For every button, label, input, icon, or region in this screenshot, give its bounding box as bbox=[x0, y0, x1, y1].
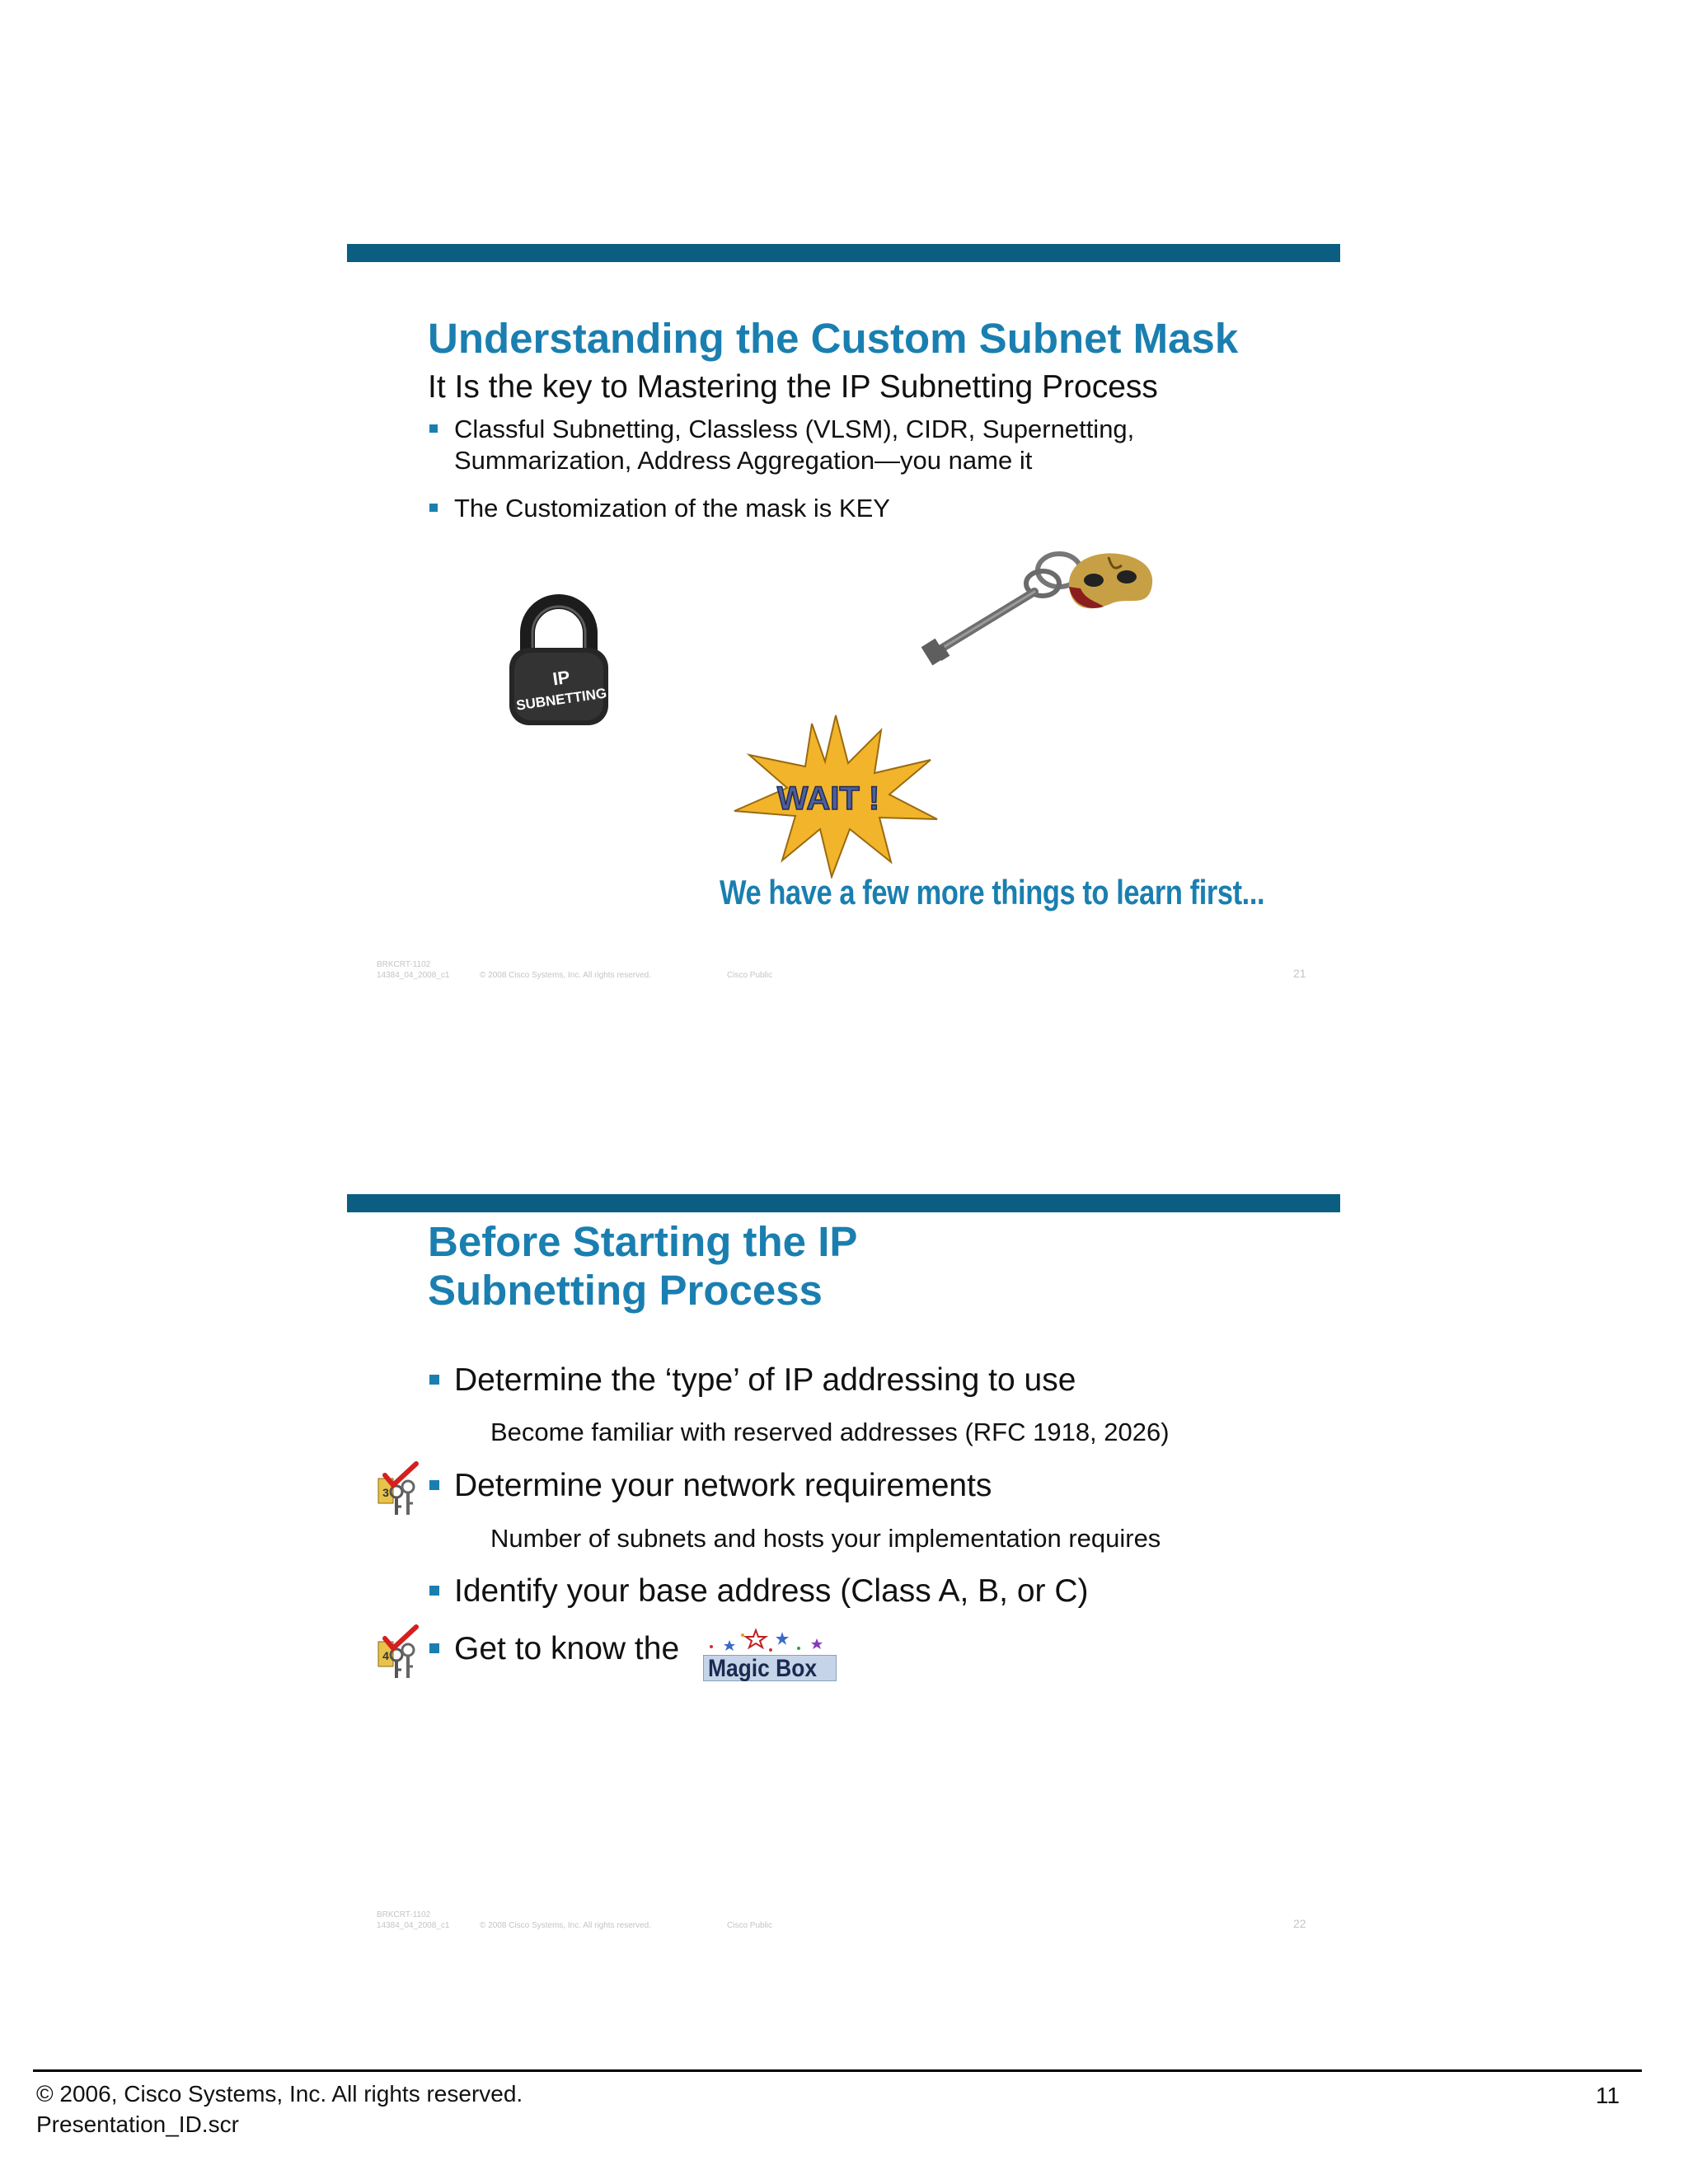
key-checkmark-icon bbox=[377, 1460, 421, 1518]
padlock-label-ip: IP bbox=[551, 666, 571, 690]
magic-box-label: Magic Box bbox=[708, 1655, 818, 1682]
svg-text:3: 3 bbox=[382, 1486, 389, 1499]
bullet-item bbox=[429, 1467, 992, 1505]
slide-header-bar bbox=[347, 244, 1340, 262]
footer-copyright: © 2008 Cisco Systems, Inc. All rights reserved. bbox=[480, 1921, 652, 1930]
bullet-item bbox=[429, 1361, 1076, 1399]
starburst-icon bbox=[733, 714, 939, 879]
slide-21 bbox=[347, 244, 1340, 1002]
bullet-square-icon bbox=[429, 504, 438, 512]
padlock-icon bbox=[503, 593, 626, 733]
page-footer-copyright: © 2006, Cisco Systems, Inc. All rights reserved. bbox=[36, 2081, 523, 2107]
bullet-square-icon bbox=[429, 1375, 439, 1385]
bullet-subitem: Number of subnets and hosts your implementation requires bbox=[490, 1524, 1161, 1553]
bullet-square-icon bbox=[429, 1643, 439, 1653]
bullet-square-icon bbox=[429, 1586, 439, 1596]
footer-id: 14384_04_2008_c1 bbox=[377, 971, 450, 980]
footer-code: BRKCRT-1102 bbox=[377, 1910, 431, 1919]
mask-icon bbox=[1061, 546, 1160, 620]
footer-copyright: © 2008 Cisco Systems, Inc. All rights reserved. bbox=[480, 971, 652, 980]
slide-title-line-1: Before Starting the IP bbox=[428, 1218, 858, 1265]
slide-title: Understanding the Custom Subnet Mask bbox=[428, 315, 1239, 362]
svg-text:4: 4 bbox=[382, 1649, 389, 1662]
footer-slide-number: 21 bbox=[1293, 967, 1306, 980]
bullet-text: Get to know the bbox=[454, 1631, 680, 1666]
bullet-item bbox=[429, 1572, 1089, 1610]
footer-classification: Cisco Public bbox=[727, 1921, 773, 1930]
footer-code: BRKCRT-1102 bbox=[377, 960, 431, 969]
key-checkmark-icon bbox=[377, 1624, 421, 1681]
page-footer-rule bbox=[33, 2069, 1642, 2072]
bullet-item bbox=[429, 493, 890, 524]
bullet-square-icon bbox=[429, 1480, 439, 1490]
footer-classification: Cisco Public bbox=[727, 971, 773, 980]
bullet-item bbox=[429, 414, 1134, 445]
bullet-text: Determine the ‘type’ of IP addressing to use bbox=[454, 1362, 1076, 1398]
bullet-text: The Customization of the mask is KEY bbox=[454, 494, 890, 523]
bullet-text: Classful Subnetting, Classless (VLSM), CIDR, Supernetting, bbox=[454, 415, 1135, 443]
bullet-subitem: Become familiar with reserved addresses (RFC 1918, 2026) bbox=[490, 1418, 1170, 1446]
bullet-continuation: Summarization, Address Aggregation—you name it bbox=[454, 446, 1033, 475]
slide-22 bbox=[347, 1194, 1340, 1952]
slide-subtitle: It Is the key to Mastering the IP Subnetting Process bbox=[428, 369, 1158, 405]
key-icon bbox=[919, 544, 1084, 676]
footer-slide-number: 22 bbox=[1293, 1917, 1306, 1930]
page-number: 11 bbox=[1596, 2083, 1620, 2108]
bullet-text: Identify your base address (Class A, B, or C) bbox=[454, 1573, 1089, 1609]
page-footer-filename: Presentation_ID.scr bbox=[36, 2111, 239, 2137]
slide-title-line-2: Subnetting Process bbox=[428, 1267, 823, 1314]
magic-box bbox=[701, 1629, 838, 1685]
footer-id: 14384_04_2008_c1 bbox=[377, 1921, 450, 1930]
padlock-label-subnetting: SUBNETTING bbox=[515, 685, 608, 714]
bullet-square-icon bbox=[429, 424, 438, 433]
bullet-item bbox=[429, 1630, 679, 1668]
callout-text: We have a few more things to learn first... bbox=[720, 873, 1265, 912]
bullet-text: Determine your network requirements bbox=[454, 1468, 992, 1503]
stars-icon bbox=[701, 1629, 838, 1658]
slide-header-bar bbox=[347, 1194, 1340, 1212]
starburst-label: WAIT ! bbox=[776, 780, 880, 817]
